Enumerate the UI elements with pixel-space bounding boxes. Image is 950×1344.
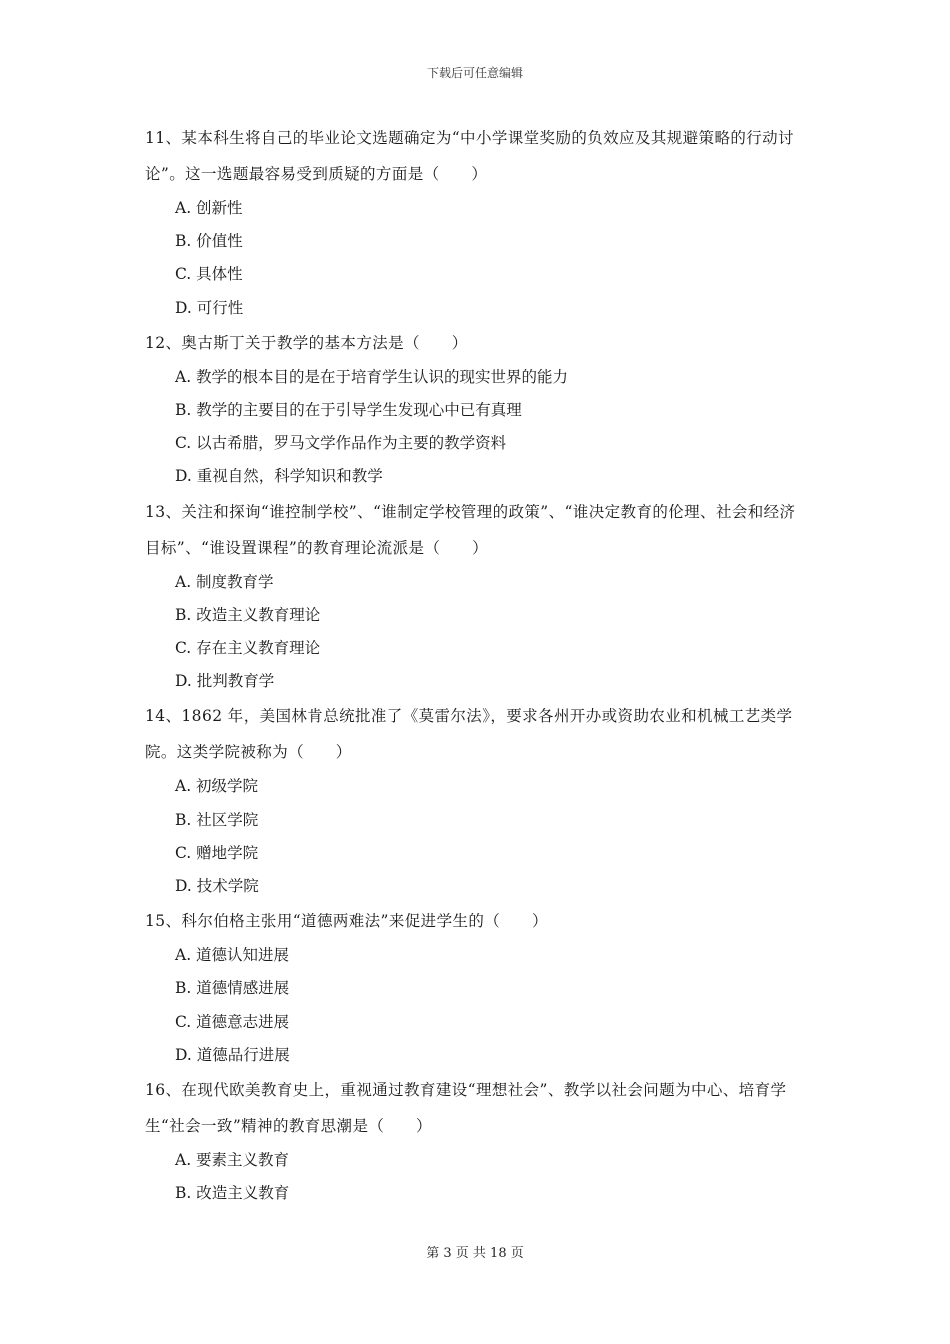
option-d: D. 技术学院 [175, 877, 259, 896]
question-stem: 16、在现代欧美教育史上，重视通过教育建设“理想社会”、教学以社会问题为中心、培育学生“社会一致”精神的教育思潮是（ ） [145, 1081, 787, 1136]
question-14 [145, 698, 810, 903]
question-stem: 15、科尔伯格主张用“道德两难法”来促进学生的（ ） [145, 912, 548, 931]
option-c: C. 道德意志进展 [175, 1012, 290, 1031]
option-d: D. 重视自然，科学知识和教学 [175, 467, 383, 486]
question-stem: 13、关注和探询“谁控制学校”、“谁制定学校管理的政策”、“谁决定教育的伦理、社会和经济目标”、“谁设置课程”的教育理论流派是（ ） [145, 502, 796, 557]
question-stem: 12、奥古斯丁关于教学的基本方法是（ ） [145, 333, 468, 352]
option-c: C. 赠地学院 [175, 843, 259, 862]
page-footer: 第 3 页 共 18 页 [426, 1246, 524, 1261]
option-c: C. 存在主义教育理论 [175, 639, 321, 658]
page-header: 下载后可任意编辑 [426, 66, 523, 80]
option-c: C. 以古希腊，罗马文学作品作为主要的教学资料 [175, 434, 507, 453]
question-11 [145, 120, 810, 325]
option-a: A. 教学的根本目的是在于培育学生认识的现实世界的能力 [175, 367, 569, 386]
option-a: A. 道德认知进展 [175, 946, 290, 965]
question-list [145, 120, 810, 1210]
option-b: B. 改造主义教育理论 [175, 605, 321, 624]
option-d: D. 可行性 [175, 298, 244, 317]
question-12 [145, 325, 810, 494]
option-a: A. 要素主义教育 [175, 1151, 290, 1170]
question-stem: 11、某本科生将自己的毕业论文选题确定为“中小学课堂奖励的负效应及其规避策略的行动讨论”。这一选题最容易受到质疑的方面是（ ） [145, 129, 794, 183]
option-b: B. 改造主义教育 [175, 1184, 290, 1203]
option-b: B. 价值性 [175, 232, 243, 251]
option-b: B. 社区学院 [175, 810, 259, 829]
question-15 [145, 903, 810, 1072]
option-c: C. 具体性 [175, 265, 243, 284]
option-b: B. 道德情感进展 [175, 979, 290, 998]
option-a: A. 创新性 [175, 199, 243, 217]
question-stem: 14、1862 年，美国林肯总统批准了《莫雷尔法》，要求各州开办或资助农业和机械工艺类学院。这类学院被称为（ ） [145, 707, 793, 762]
question-13 [145, 494, 810, 699]
option-d: D. 批判教育学 [175, 672, 275, 691]
option-d: D. 道德品行进展 [175, 1045, 290, 1064]
question-16 [145, 1072, 810, 1210]
option-a: A. 初级学院 [175, 777, 259, 796]
option-a: A. 制度教育学 [175, 572, 274, 591]
option-b: B. 教学的主要目的在于引导学生发现心中已有真理 [175, 401, 522, 420]
